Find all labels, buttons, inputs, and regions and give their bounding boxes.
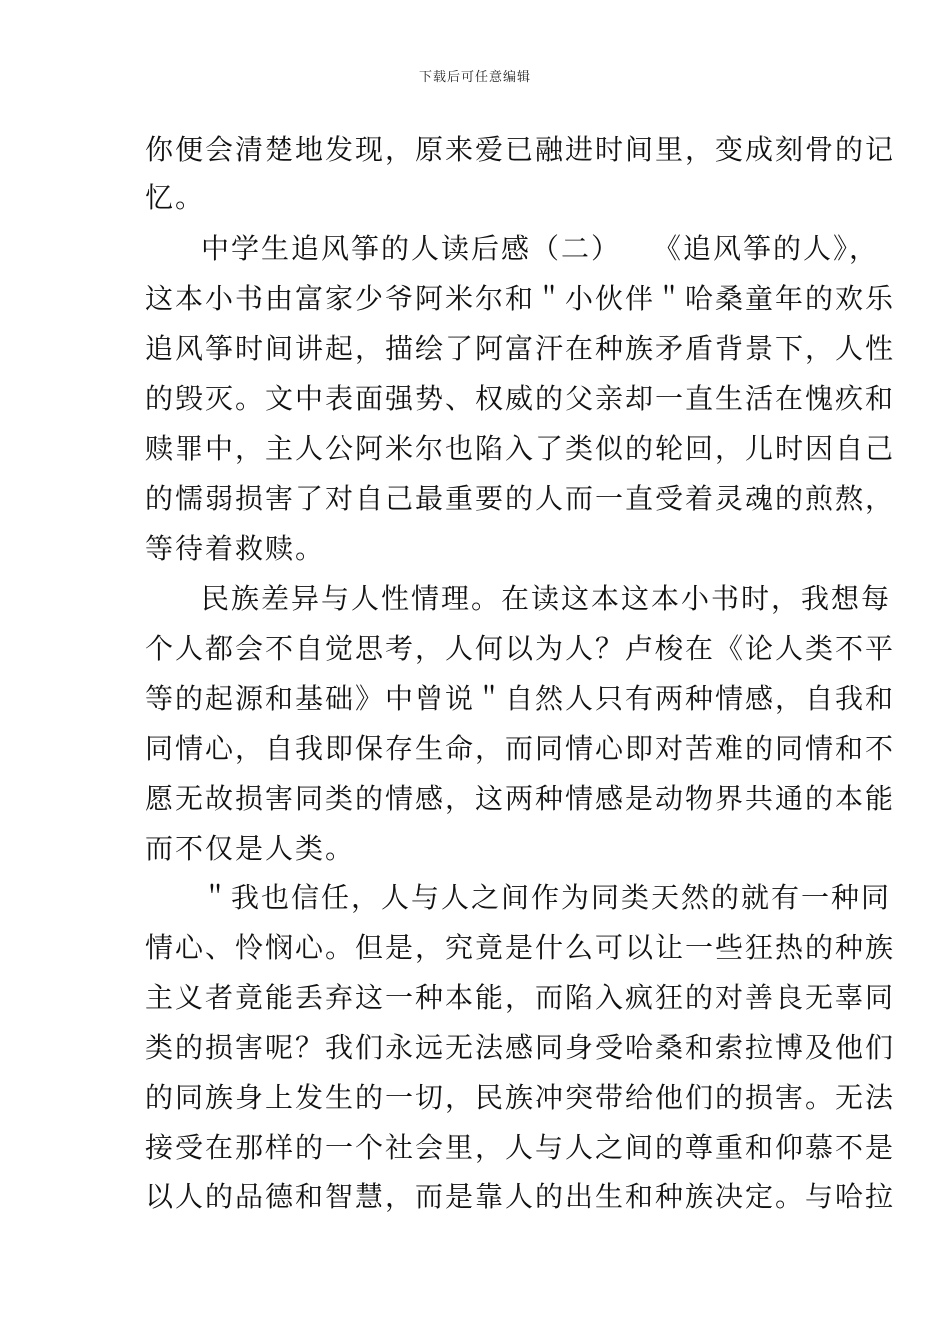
text-line-17: 情心、怜悯心。但是，究竟是什么可以让一些狂热的种族 <box>145 931 896 964</box>
text-line-4: 这本小书由富家少爷阿米尔和＂小伙伴＂哈桑童年的欢乐 <box>145 282 896 315</box>
text-line-6: 的毁灭。文中表面强势、权威的父亲却一直生活在愧疚和 <box>145 382 896 415</box>
text-line-22: 以人的品德和智慧，而是靠人的出生和种族决定。与哈拉 <box>145 1180 896 1213</box>
text-line-8: 的懦弱损害了对自己最重要的人而一直受着灵魂的煎熬， <box>145 482 896 515</box>
text-line-2: 忆。 <box>145 181 206 214</box>
text-line-19: 类的损害呢？我们永远无法感同身受哈桑和索拉博及他们 <box>145 1031 896 1064</box>
text-line-15: 而不仅是人类。 <box>145 832 356 865</box>
text-line-7: 赎罪中，主人公阿米尔也陷入了类似的轮回，儿时因自己 <box>145 432 896 465</box>
text-line-21: 接受在那样的一个社会里，人与人之间的尊重和仰慕不是 <box>145 1131 896 1164</box>
text-line-11: 个人都会不自觉思考，人何以为人？卢梭在《论人类不平 <box>145 632 896 665</box>
text-line-13: 同情心，自我即保存生命，而同情心即对苦难的同情和不 <box>145 732 896 765</box>
text-line-3: 中学生追风筝的人读后感（二） 《追风筝的人》， <box>201 232 880 265</box>
page-header: 下载后可任意编辑 <box>418 70 531 85</box>
text-line-1: 你便会清楚地发现，原来爱已融进时间里，变成刻骨的记 <box>145 133 896 166</box>
text-line-10: 民族差异与人性情理。在读这本这本小书时，我想每 <box>201 582 892 615</box>
text-line-18: 主义者竟能丢弃这一种本能，而陷入疯狂的对善良无辜同 <box>145 981 896 1014</box>
text-line-16: ＂我也信任，人与人之间作为同类天然的就有一种同 <box>201 881 892 914</box>
text-line-9: 等待着救赎。 <box>145 532 326 565</box>
text-line-14: 愿无故损害同类的情感，这两种情感是动物界共通的本能 <box>145 782 896 815</box>
text-line-5: 追风筝时间讲起，描绘了阿富汗在种族矛盾背景下，人性 <box>145 332 896 365</box>
text-line-12: 等的起源和基础》中曾说＂自然人只有两种情感，自我和 <box>145 682 896 715</box>
text-line-20: 的同族身上发生的一切，民族冲突带给他们的损害。无法 <box>145 1081 896 1114</box>
